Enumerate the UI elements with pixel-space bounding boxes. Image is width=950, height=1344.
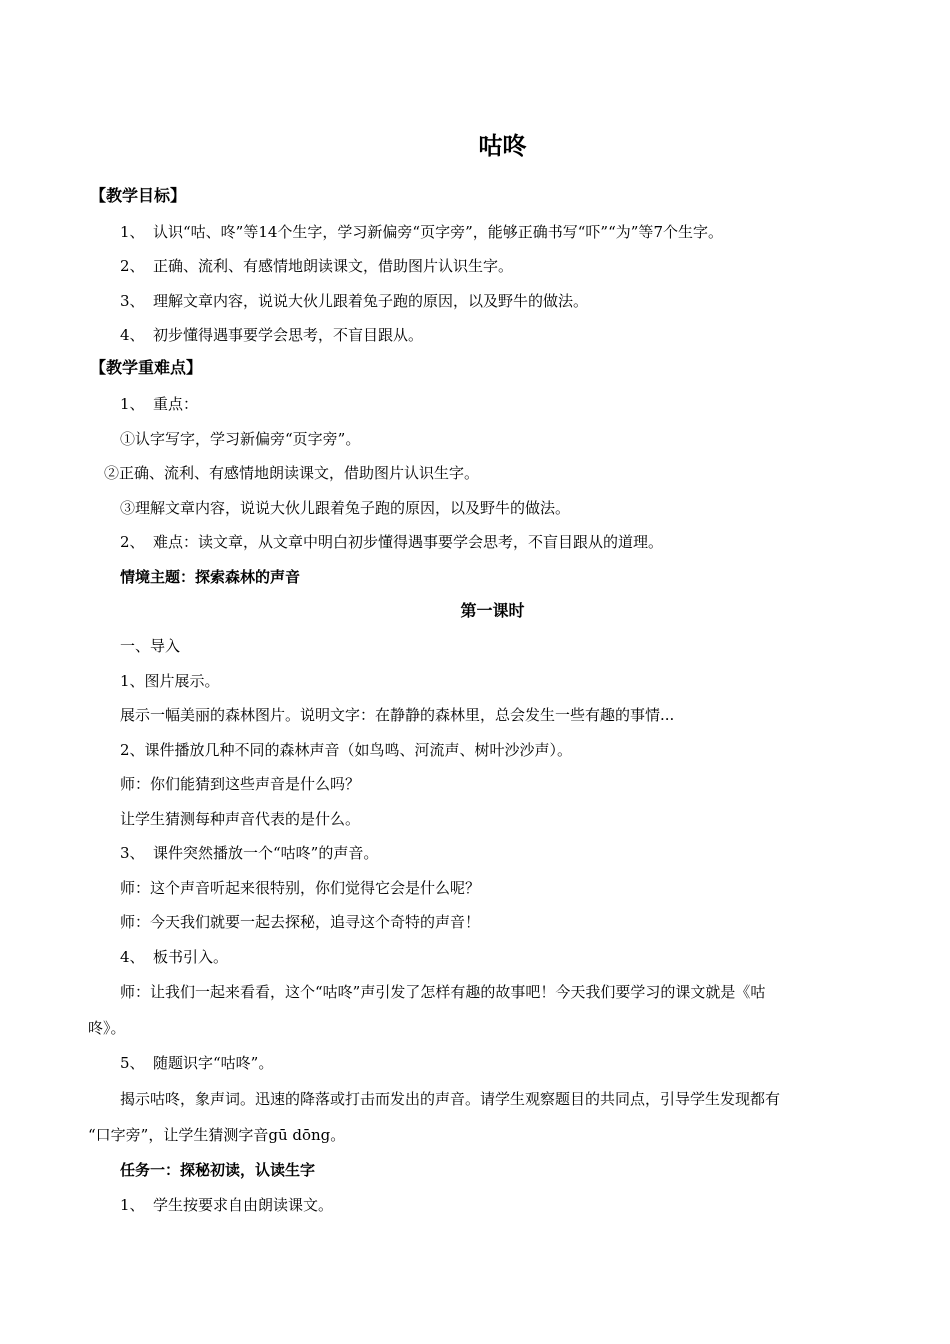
goal-text: 初步懂得遇事要学会思考，不盲目跟从。	[153, 326, 424, 344]
intro-line: 师：这个声音听起来很特别，你们觉得它会是什么呢？	[120, 879, 481, 897]
goal-number: 4、	[120, 326, 145, 344]
task-line	[120, 1195, 333, 1215]
goal-number: 3、	[120, 292, 145, 310]
goal-text: 正确、流利、有感情地朗读课文，借助图片认识生字。	[153, 257, 514, 275]
goal-item	[120, 256, 513, 276]
key-point-item: ②正确、流利、有感情地朗读课文，借助图片认识生字。	[104, 464, 480, 482]
intro-line	[120, 1053, 273, 1073]
intro-line: 师：你们能猜到这些声音是什么吗？	[120, 775, 361, 793]
intro-text: 课件突然播放一个“咕咚”的声音。	[153, 844, 379, 862]
key-point-label	[120, 394, 198, 414]
goal-number: 2、	[120, 257, 145, 275]
intro-line: 师：今天我们就要一起去探秘，追寻这个奇特的声音！	[120, 913, 481, 931]
goal-item	[120, 291, 588, 311]
intro-text: 板书引入。	[153, 948, 229, 966]
intro-line: 2、课件播放几种不同的森林声音（如鸟鸣、河流声、树叶沙沙声）。	[120, 741, 573, 759]
intro-line: 让学生猜测每种声音代表的是什么。	[120, 810, 361, 828]
scenario-theme: 情境主题：探索森林的声音	[120, 568, 301, 586]
key-number: 1、	[120, 395, 145, 413]
difficulty-number: 2、	[120, 533, 145, 551]
task-heading: 任务一：探秘初读，认读生字	[120, 1161, 316, 1179]
intro-line: 1、图片展示。	[120, 672, 220, 690]
task-number: 1、	[120, 1196, 145, 1214]
key-point-item: ③理解文章内容，说说大伙儿跟着兔子跑的原因，以及野牛的做法。	[120, 499, 571, 517]
intro-number: 4、	[120, 948, 145, 966]
intro-line	[120, 947, 228, 967]
intro-line: “口字旁”，让学生猜测字音gū dōng。	[88, 1126, 346, 1144]
key-point-item: ①认字写字，学习新偏旁“页字旁”。	[120, 430, 361, 448]
difficulty-text: 难点：读文章，从文章中明白初步懂得遇事要学会思考，不盲目跟从的道理。	[153, 533, 664, 551]
lesson-title: 第一课时	[460, 601, 525, 620]
intro-heading: 一、导入	[120, 637, 181, 655]
key-label: 重点：	[153, 395, 199, 413]
section-heading-keypoints: 【教学重难点】	[90, 358, 203, 377]
intro-text: 随题识字“咕咚”。	[153, 1054, 274, 1072]
page-title: 咕咚	[478, 132, 527, 160]
goal-number: 1、	[120, 223, 145, 241]
intro-number: 5、	[120, 1054, 145, 1072]
goal-item	[120, 325, 423, 345]
task-text: 学生按要求自由朗读课文。	[153, 1196, 334, 1214]
intro-number: 3、	[120, 844, 145, 862]
intro-line: 师：让我们一起来看看，这个“咕咚”声引发了怎样有趣的故事吧！今天我们要学习的课文就是《咕	[120, 983, 766, 1001]
goal-text: 理解文章内容，说说大伙儿跟着兔子跑的原因，以及野牛的做法。	[153, 292, 589, 310]
intro-line: 展示一幅美丽的森林图片。说明文字：在静静的森林里，总会发生一些有趣的事情...	[120, 706, 675, 724]
goal-item	[120, 222, 723, 242]
difficulty-item	[120, 532, 663, 552]
intro-line: 咚》。	[88, 1019, 126, 1037]
section-heading-goals: 【教学目标】	[90, 186, 187, 205]
intro-line	[120, 843, 378, 863]
intro-line: 揭示咕咚，象声词。迅速的降落或打击而发出的声音。请学生观察题目的共同点，引导学生发现都有	[120, 1090, 781, 1108]
goal-text: 认识“咕、咚”等14个生字，学习新偏旁“页字旁”，能够正确书写“吓”“为”等7个生字。	[153, 223, 723, 241]
